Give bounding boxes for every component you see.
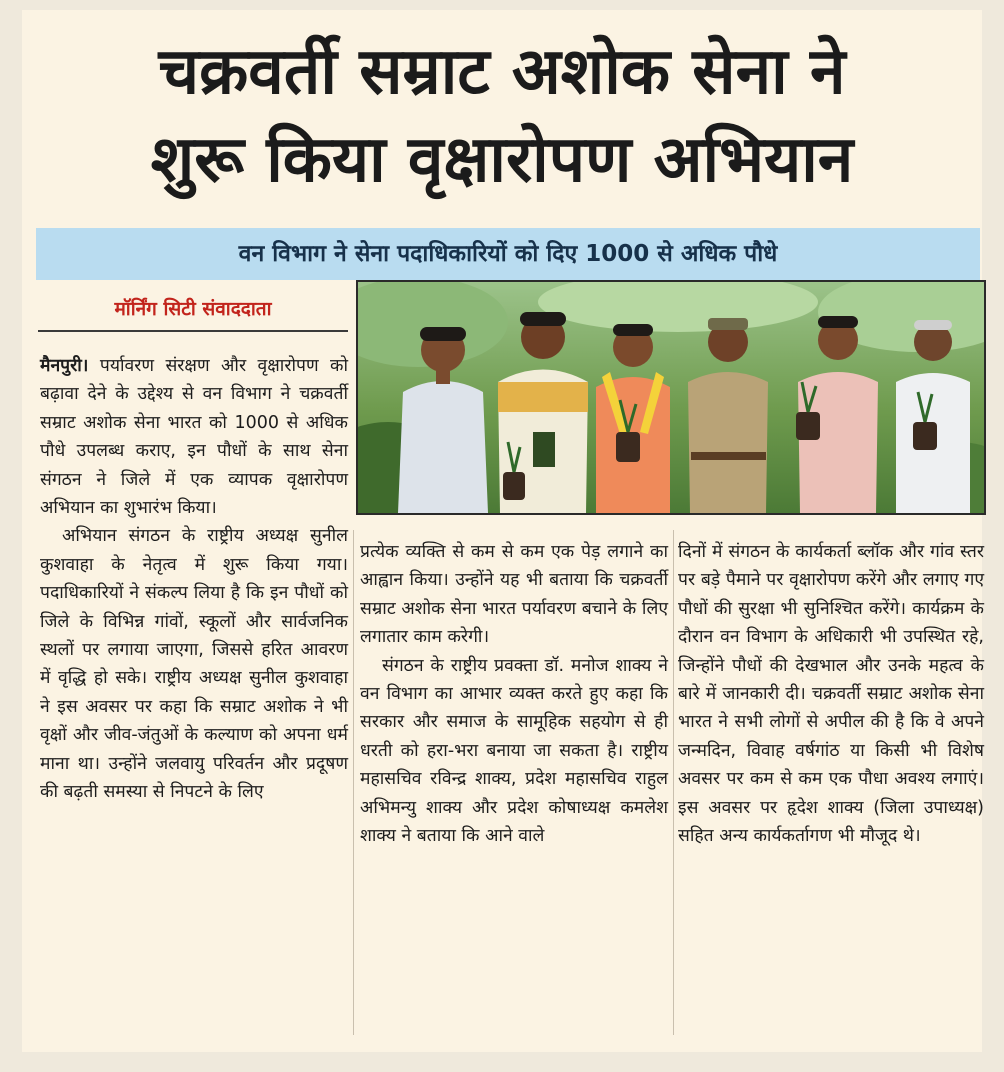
- article-column-3: [678, 538, 984, 850]
- subheadline: वन विभाग ने सेना पदाधिकारियों को दिए 1000 से अधिक पौधे: [238, 241, 778, 267]
- column-divider: [353, 530, 354, 1035]
- article-text: पर्यावरण संरक्षण और वृक्षारोपण को बढ़ावा देने के उद्देश्य से वन विभाग ने चक्रवर्ती सम्राट अशोक सेना भारत को 1000 से अधिक पौधे उपलब्ध कराए, इन पौधों के साथ सेना संगठन ने जिले में एक व्यापक वृक्षारोपण अभियान का शुभारंभ किया।: [40, 356, 348, 519]
- column-divider: [673, 530, 674, 1035]
- newspaper-clipping: [22, 10, 982, 1052]
- article-column-1: [40, 352, 348, 807]
- news-photo: [356, 280, 986, 515]
- headline-line-1: चक्रवर्ती सम्राट अशोक सेना ने: [158, 35, 846, 109]
- article-paragraph: [40, 352, 348, 522]
- news-photo-illustration: [358, 282, 984, 513]
- article-paragraph: दिनों में संगठन के कार्यकर्ता ब्लॉक और गांव स्तर पर बड़े पैमाने पर वृक्षारोपण करेंगे और लगाए गए पौधों की सुरक्षा भी सुनिश्चित करेंगे। कार्यक्रम के दौरान वन विभाग के अधिकारी भी उपस्थित रहे, जिन्होंने पौधों की देखभाल और उनके महत्व के बारे में जानकारी दी। चक्रवर्ती सम्राट अशोक सेना भारत ने सभी लोगों से अपील की है कि वे अपने जन्मदिन, विवाह वर्षगांठ या किसी भी विशेष अवसर पर कम से कम एक पौधा अवश्य लगाएं। इस अवसर पर हृदेश शाक्य (जिला उपाध्यक्ष) सहित अन्य कार्यकर्तागण भी मौजूद थे।: [678, 542, 984, 847]
- article-paragraph: प्रत्येक व्यक्ति से कम से कम एक पेड़ लगाने का आह्वान किया। उन्होंने यह भी बताया कि चक्रवर्ती सम्राट अशोक सेना भारत पर्यावरण बचाने के लिए लगातार काम करेगी।: [360, 542, 668, 648]
- byline: मॉर्निंग सिटी संवाददाता: [114, 298, 272, 320]
- article-column-2: [360, 538, 668, 850]
- headline-line-2: शुरू किया वृक्षारोपण अभियान: [150, 123, 854, 197]
- article-paragraph: संगठन के राष्ट्रीय प्रवक्ता डॉ. मनोज शाक्य ने वन विभाग का आभार व्यक्त करते हुए कहा कि सरकार और समाज के सामूहिक सहयोग से ही धरती को हरा-भरा बनाया जा सकता है। राष्ट्रीय महासचिव रविन्द्र शाक्य, प्रदेश महासचिव राहुल अभिमन्यु शाक्य और प्रदेश कोषाध्यक्ष कमलेश शाक्य ने बताया कि आने वाले: [360, 655, 668, 847]
- byline-rule: [38, 330, 348, 332]
- subheadline-bar: [36, 228, 980, 280]
- article-paragraph: अभियान संगठन के राष्ट्रीय अध्यक्ष सुनील कुशवाहा के नेतृत्व में शुरू किया गया। पदाधिकारियों ने संकल्प लिया है कि इन पौधों को जिले के विभिन्न गांवों, स्कूलों और सार्वजनिक स्थलों पर लगाया जाएगा, जिससे हरित आवरण में वृद्धि हो सके। राष्ट्रीय अध्यक्ष सुनील कुशवाहा ने इस अवसर पर कहा कि सम्राट अशोक ने भी वृक्षों और जीव-जंतुओं के कल्याण को अपना धर्म माना था। उन्होंने जलवायु परिवर्तन और प्रदूषण की बढ़ती समस्या से निपटने के लिए: [40, 526, 348, 803]
- dateline: मैनपुरी।: [40, 356, 89, 376]
